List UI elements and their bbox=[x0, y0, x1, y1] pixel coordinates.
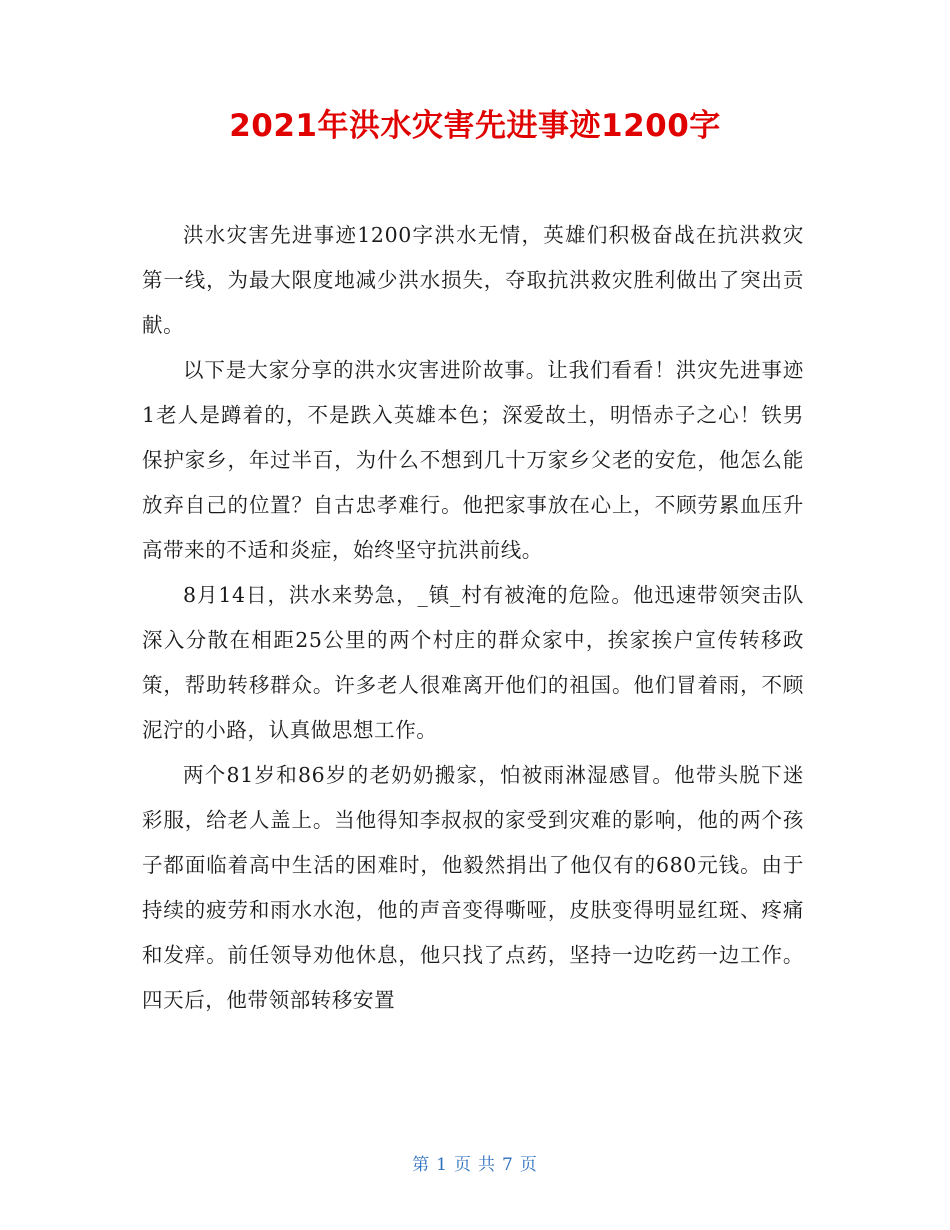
current-page-number: 1 bbox=[436, 1155, 448, 1175]
paragraph-3: 8月14日，洪水来势急，_镇_村有被淹的危险。他迅速带领突击队深入分散在相距25公里的两个村庄的群众家中，挨家挨户宣传转移政策，帮助转移群众。许多老人很难离开他们的祖国。他们冒着雨，不顾泥泞的小路，认真做思想工作。 bbox=[142, 583, 804, 742]
total-label-suffix: 页 bbox=[519, 1155, 538, 1175]
paragraph-1: 洪水灾害先进事迹1200字洪水无情，英雄们积极奋战在抗洪救灾第一线，为最大限度地减少洪水损失，夺取抗洪救灾胜利做出了突出贡献。 bbox=[142, 223, 804, 337]
document-body bbox=[142, 213, 804, 1023]
total-label-prefix: 共 bbox=[478, 1155, 496, 1175]
paragraph-4: 两个81岁和86岁的老奶奶搬家，怕被雨淋湿感冒。他带头脱下迷彩服，给老人盖上。当他得知李叔叔的家受到灾难的影响，他的两个孩子都面临着高中生活的困难时，他毅然捐出了他仅有的680元钱。由于持续的疲劳和雨水水泡，他的声音变得嘶哑，皮肤变得明显红斑、疼痛和发痒。前任领导劝他休息，他只找了点药，坚持一边吃药一边工作。四天后，他带领部转移安置 bbox=[142, 763, 804, 1012]
paragraph-2: 以下是大家分享的洪水灾害进阶故事。让我们看看！洪灾先进事迹1老人是蹲着的，不是跌入英雄本色；深爱故土，明悟赤子之心！铁男保护家乡，年过半百，为什么不想到几十万家乡父老的安危，他怎么能放弃自己的位置？自古忠孝难行。他把家事放在心上，不顾劳累血压升高带来的不适和炎症，始终坚守抗洪前线。 bbox=[142, 358, 804, 562]
page-footer bbox=[0, 1150, 950, 1175]
document-title: 2021年洪水灾害先进事迹1200字 bbox=[229, 108, 721, 144]
page-label-prefix: 第 bbox=[412, 1155, 431, 1175]
page-label-mid: 页 bbox=[454, 1155, 472, 1175]
total-pages-number: 7 bbox=[502, 1155, 514, 1175]
